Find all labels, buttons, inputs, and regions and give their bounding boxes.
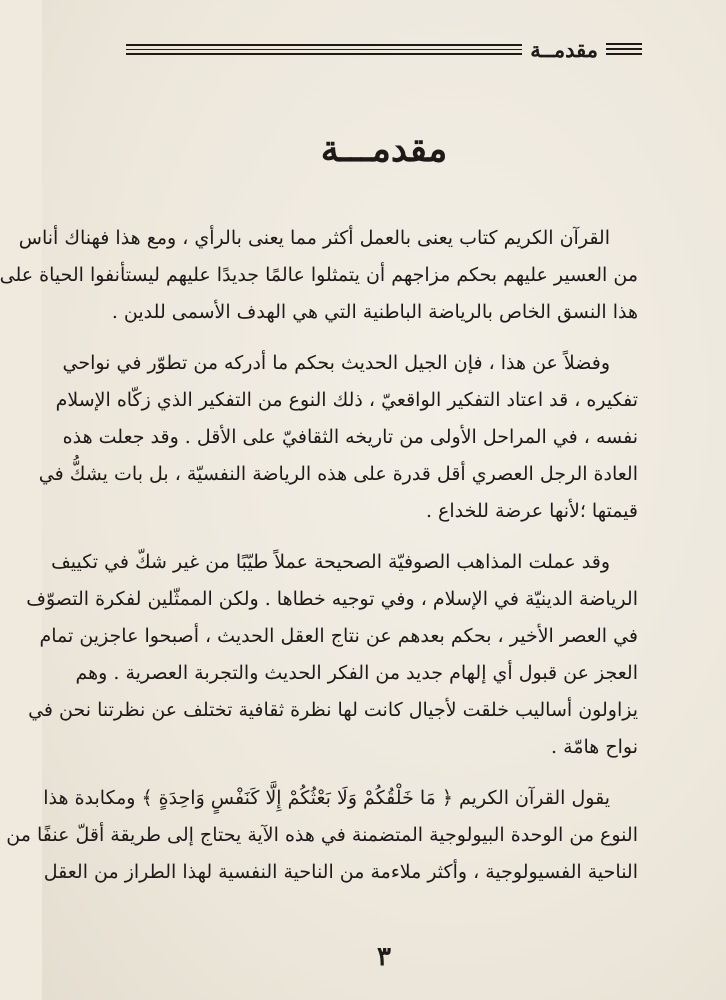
paragraph [26, 544, 638, 766]
text-line: يزاولون أساليب خلقت لأجيال كانت لها نظرة ثقافية تختلف عن نظرتنا نحن في [28, 699, 638, 721]
text-line: يقول القرآن الكريم ﴿ مَا خَلْقُكُمْ وَلَا بَعْثُكُمْ إِلَّا كَنَفْسٍ وَاحِدَةٍ ﴾ ومكابدة هذا [43, 787, 610, 809]
text-line: في العصر الأخير ، بحكم بعدهم عن نتاج العقل الحديث ، أصبحوا عاجزين تمام [39, 625, 638, 647]
text-line: قيمتها ؛لأنها عرضة للخداع . [425, 500, 638, 522]
text-line: العجز عن قبول أي إلهام جديد من الفكر الحديث والتجربة العصرية . وهم [75, 662, 638, 684]
text-line: من العسير عليهم بحكم مزاجهم أن يتمثلوا عالمًا جديدًا عليهم ليستأنفوا الحياة على [0, 264, 638, 286]
chapter-title: مقدمـــة [320, 128, 448, 170]
text-line: الناحية الفسيولوجية ، وأكثر ملاءمة من الناحية النفسية لهذا الطراز من العقل [43, 861, 638, 883]
text-line: القرآن الكريم كتاب يعنى بالعمل أكثر مما يعنى بالرأي ، ومع هذا فهناك أناس [18, 227, 610, 249]
page-number: ٣ [377, 942, 391, 972]
text-line: نواح هامّة . [551, 736, 638, 758]
text-line: تفكيره ، قد اعتاد التفكير الواقعيّ ، ذلك النوع من التفكير الذي زكّاه الإسلام [55, 389, 638, 411]
body-text [0, 220, 638, 905]
paragraph [0, 220, 638, 331]
text-line: العادة الرجل العصري أقل قدرة على هذه الرياضة النفسيّة ، بل بات يشكُّ في [38, 463, 638, 485]
text-line: النوع من الوحدة البيولوجية المتضمنة في هذه الآية يحتاج إلى طريقة أقلّ عنفًا من [6, 824, 638, 846]
running-header-title: مقدمــة [530, 36, 598, 62]
text-line: وقد عملت المذاهب الصوفيّة الصحيحة عملاً طيّبًا من غير شكّ في تكييف [51, 551, 610, 573]
paragraph [38, 345, 638, 530]
header-short-rule [606, 43, 642, 55]
running-header [126, 34, 642, 64]
text-line: نفسه ، في المراحل الأولى من تاريخه الثقافيّ على الأقل . وقد جعلت هذه [62, 426, 638, 448]
text-line: الرياضة الدينيّة في الإسلام ، وفي توجيه خطاها . ولكن الممثّلين لفكرة التصوّف [26, 588, 638, 610]
text-line: هذا النسق الخاص بالرياضة الباطنية التي هي الهدف الأسمى للدين . [111, 301, 638, 323]
text-line: وفضلاً عن هذا ، فإن الجيل الحديث بحكم ما أدركه من تطوّر في نواحي [62, 352, 610, 374]
header-rule [126, 44, 522, 55]
paragraph [6, 780, 638, 891]
